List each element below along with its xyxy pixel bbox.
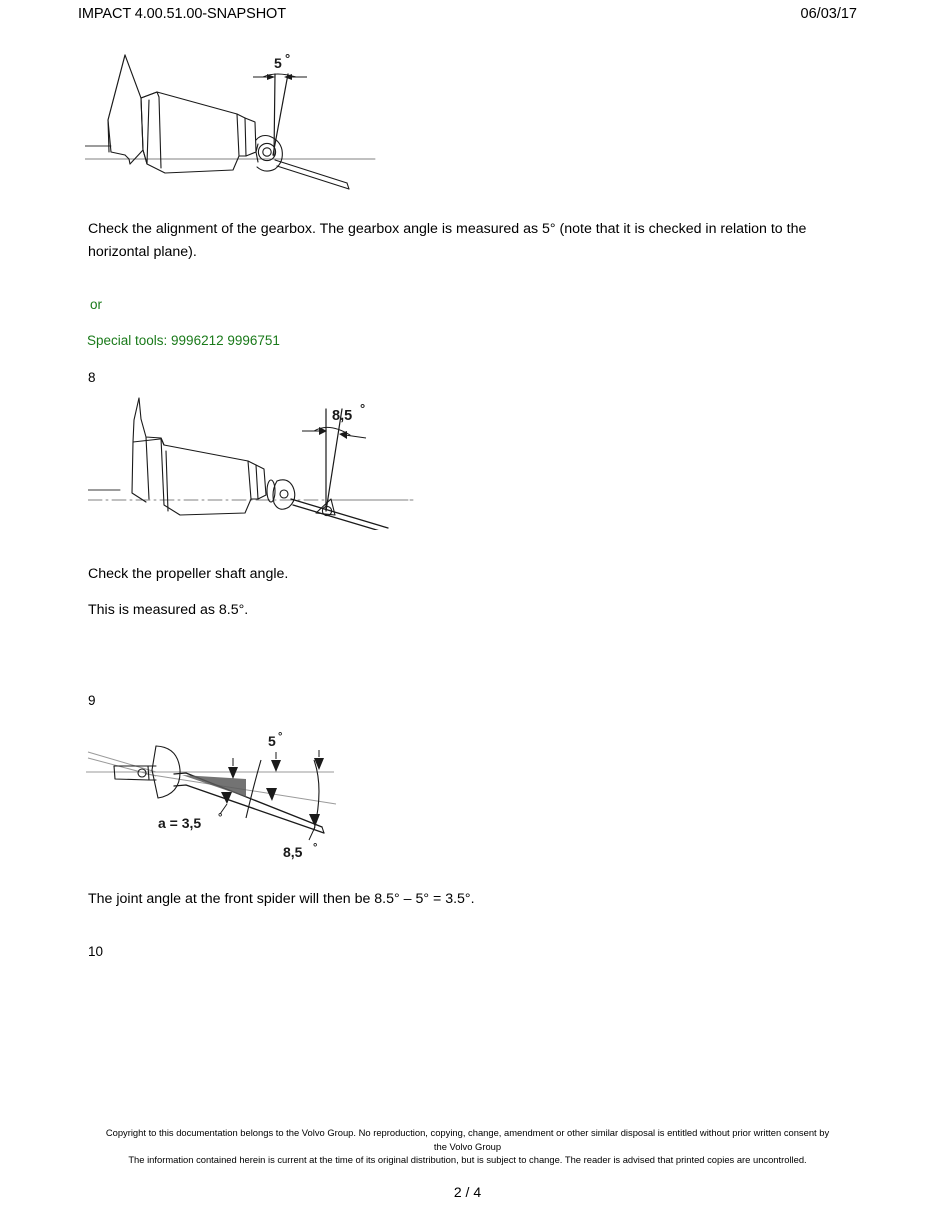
document-title: IMPACT 4.00.51.00-SNAPSHOT	[78, 6, 286, 22]
copyright-line-1: Copyright to this documentation belongs to the Volvo Group. No reproduction, copying, change, amendment or other similar disposal is entitled without prior written consent by	[105, 1127, 830, 1138]
gearbox-alignment-instruction: Check the alignment of the gearbox. The gearbox angle is measured as 5° (note that it is checked in relation to the horizontal plane).	[88, 221, 807, 260]
figure3-label-5-degree: °	[278, 731, 283, 743]
alternative-or-label: or	[90, 297, 103, 312]
document-date: 06/03/17	[800, 6, 857, 22]
figure3-label-a-degree: °	[218, 812, 223, 824]
figure2-angle-value: 8,5	[332, 408, 353, 424]
gearbox-alignment-diagram	[85, 52, 385, 197]
special-tools-label[interactable]: Special tools: 9996212 9996751	[87, 333, 280, 348]
figure2-degree-symbol: °	[360, 401, 366, 416]
step-number-10: 10	[88, 944, 104, 959]
front-spider-joint-angle-text: The joint angle at the front spider will then be 8.5° – 5° = 3.5°.	[88, 891, 475, 907]
figure3-label-85: 8,5	[283, 844, 303, 860]
step-number-8: 8	[88, 370, 96, 385]
figure1-angle-value: 5	[274, 55, 282, 71]
figure3-label-5: 5	[268, 733, 276, 749]
propeller-shaft-instruction: Check the propeller shaft angle.	[88, 566, 289, 582]
page-header	[0, 6, 935, 32]
front-spider-joint-angle-diagram	[86, 722, 356, 867]
page-footer	[0, 1126, 935, 1167]
propeller-shaft-measurement: This is measured as 8.5°.	[88, 602, 249, 618]
propeller-shaft-angle-diagram	[88, 395, 418, 530]
copyright-line-2: the Volvo Group	[433, 1140, 502, 1152]
figure1-degree-symbol: °	[285, 52, 291, 66]
figure3-label-85-degree: °	[313, 842, 318, 854]
figure3-label-a: a = 3,5	[158, 815, 202, 831]
page-number: 2 / 4	[453, 1184, 482, 1200]
copyright-line-3: The information contained herein is current at the time of its original distribution, but is subject to change. The reader is advised that printed copies are uncontrolled.	[128, 1154, 807, 1165]
step-number-9: 9	[88, 693, 96, 708]
